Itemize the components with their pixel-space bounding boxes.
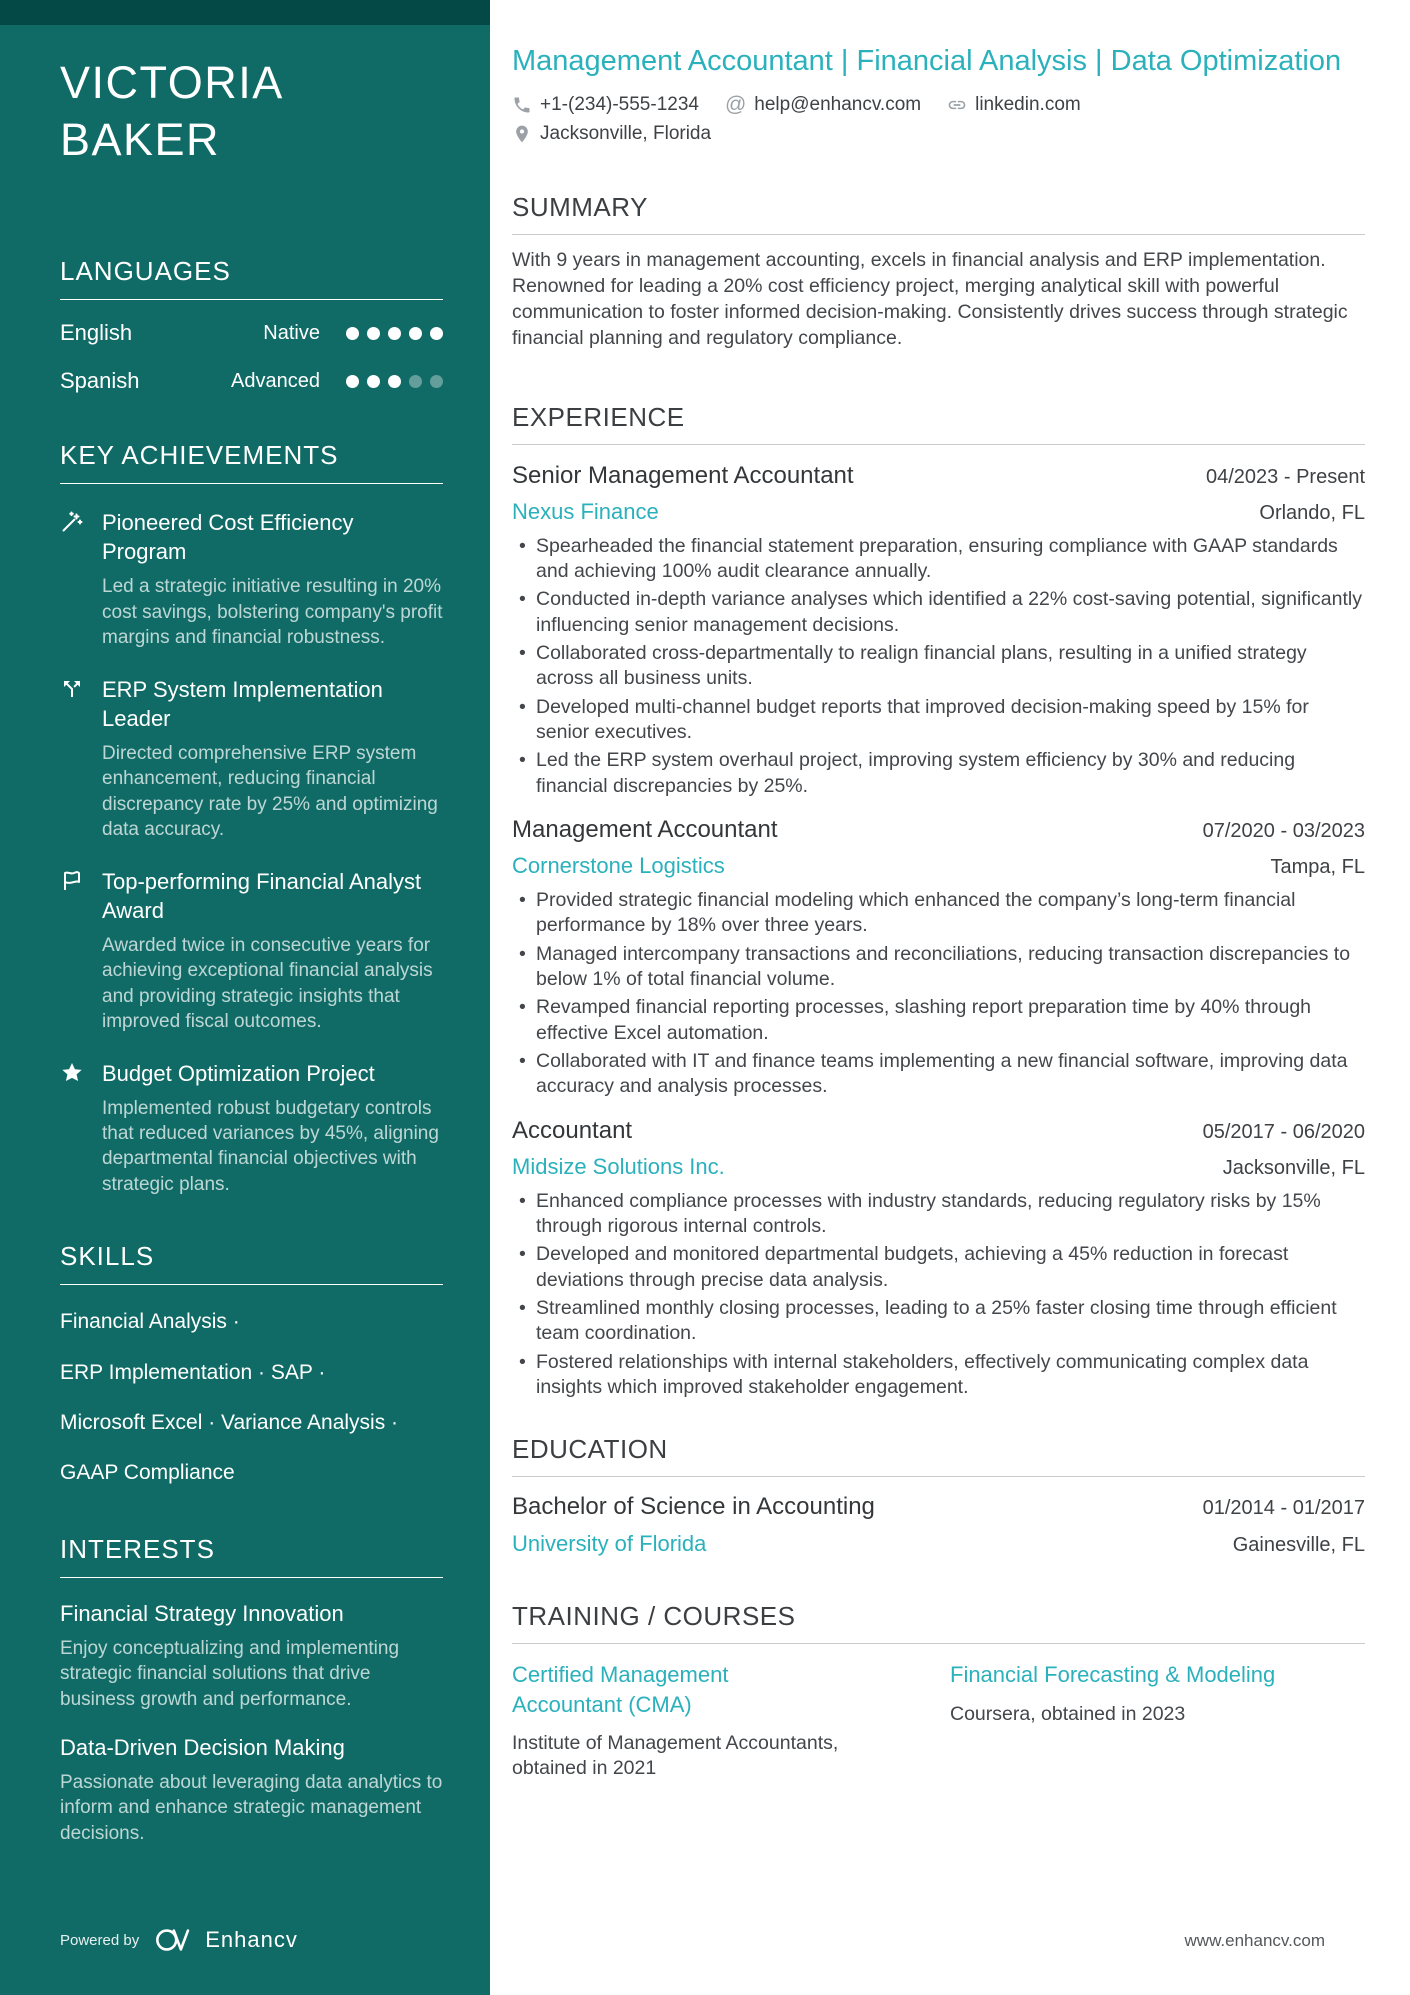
email-contact[interactable]: [725, 93, 921, 117]
skill-line: GAAP Compliance: [60, 1461, 235, 1485]
course-entry: [512, 1660, 950, 1782]
location-contact: [512, 123, 711, 145]
bullet-item: • Streamlined monthly closing processes, leading to a 25% faster closing time through efficient team coordination.: [512, 1296, 1365, 1347]
course-title: Certified Management Accountant (CMA): [512, 1662, 729, 1717]
job-dates: 05/2017 - 06/2020: [1202, 1120, 1365, 1143]
interest-item: [60, 1600, 443, 1712]
level-dot: [346, 375, 359, 388]
bullet-item: • Provided strategic financial modeling which enhanced the company’s long-term financial performance by 18% over three years.: [512, 888, 1365, 939]
job-title: Management Accountant: [512, 815, 778, 843]
experience-section: [512, 402, 1365, 1401]
phone-contact: [512, 94, 699, 116]
split-arrows-icon: [60, 675, 88, 843]
achievement-description: Directed comprehensive ERP system enhancement, reducing financial discrepancy rate by 25% and optimizing data accuracy.: [102, 742, 438, 841]
training-heading: TRAINING / COURSES: [512, 1601, 796, 1632]
sidebar-top-bar: [0, 0, 490, 25]
achievement-description: Awarded twice in consecutive years for achieving exceptional financial analysis and providing strategic insights that improved fiscal outcomes.: [102, 934, 433, 1033]
enhancv-brand-name: Enhancv: [205, 1927, 298, 1952]
job-bullets: [512, 534, 1365, 799]
bullet-item: • Conducted in-depth variance analyses which identified a 22% cost-saving potential, significantly influencing senior management decisions.: [512, 587, 1365, 638]
job-location: Jacksonville, FL: [1222, 1156, 1365, 1179]
education-dates: 01/2014 - 01/2017: [1202, 1497, 1365, 1520]
interest-title: Data-Driven Decision Making: [60, 1735, 345, 1761]
language-name: English: [60, 320, 133, 346]
skill-line: Financial Analysis ·: [60, 1310, 240, 1334]
level-dot: [430, 375, 443, 388]
job-title: Accountant: [512, 1116, 633, 1144]
level-dot: [409, 327, 422, 340]
experience-heading: EXPERIENCE: [512, 401, 685, 432]
language-level: Native: [263, 321, 320, 344]
language-level-dots: [338, 375, 443, 388]
language-row: [60, 320, 443, 346]
interest-item: [60, 1734, 443, 1846]
job-entry: [512, 462, 1365, 799]
degree-name: Bachelor of Science in Accounting: [512, 1493, 875, 1521]
level-dot: [430, 327, 443, 340]
job-entry: [512, 1117, 1365, 1401]
headline: Management Accountant | Financial Analysis | Data Optimization: [512, 45, 1342, 77]
location-text: Jacksonville, Florida: [540, 122, 712, 144]
course-entry: [950, 1660, 1365, 1782]
linkedin-contact[interactable]: [947, 94, 1081, 116]
job-location: Tampa, FL: [1270, 855, 1365, 878]
skill-line: Microsoft Excel · Variance Analysis ·: [60, 1410, 399, 1434]
interest-description: Passionate about leveraging data analytics to inform and enhance strategic management decisions.: [60, 1771, 443, 1844]
company-name: Nexus Finance: [512, 498, 659, 524]
at-sign-icon: @: [724, 92, 747, 116]
level-dot: [409, 375, 422, 388]
bullet-item: • Spearheaded the financial statement preparation, ensuring compliance with GAAP standards and achieving 100% audit clearance annually.: [512, 534, 1365, 585]
section-divider: [60, 483, 443, 484]
level-dot: [346, 327, 359, 340]
achievement-item: [60, 1059, 443, 1198]
job-location: Orlando, FL: [1259, 501, 1365, 524]
job-entry: [512, 816, 1365, 1100]
language-row: [60, 368, 443, 394]
job-dates: 07/2020 - 03/2023: [1202, 819, 1365, 842]
section-divider: [512, 1476, 1365, 1477]
course-detail: Institute of Management Accountants, obtained in 2021: [512, 1731, 839, 1780]
achievement-title: Budget Optimization Project: [102, 1060, 375, 1086]
person-name: VICTORIA BAKER: [60, 57, 282, 165]
bullet-item: • Collaborated cross-departmentally to realign financial plans, resulting in a unified strategy across all business units.: [512, 641, 1365, 692]
company-name: Cornerstone Logistics: [512, 852, 725, 878]
summary-section: [512, 192, 1365, 352]
achievement-item: [60, 508, 443, 650]
key-achievements-heading: KEY ACHIEVEMENTS: [60, 440, 339, 471]
achievement-description: Implemented robust budgetary controls that reduced variances by 45%, aligning departmental financial objectives with strategic plans.: [102, 1097, 439, 1195]
bullet-item: • Developed multi-channel budget reports that improved decision-making speed by 15% for senior executives.: [512, 695, 1365, 746]
section-divider: [512, 1643, 1365, 1644]
education-heading: EDUCATION: [512, 1434, 668, 1465]
bullet-item: • Revamped financial reporting processes, slashing report preparation time by 40% through effective Excel automation.: [512, 995, 1365, 1046]
interests-heading: INTERESTS: [60, 1534, 215, 1565]
magic-wand-icon: [60, 508, 88, 650]
powered-by-label: Powered by: [60, 1931, 140, 1949]
section-divider: [60, 299, 443, 300]
language-level: Advanced: [231, 369, 320, 392]
languages-section: [60, 256, 443, 394]
achievement-item: [60, 675, 443, 843]
interest-title: Financial Strategy Innovation: [60, 1601, 344, 1627]
summary-text: With 9 years in management accounting, excels in financial analysis and ERP implementation. Renowned for leading a 20% cost efficiency project, merging analytical skill with powerful communication to foster informed decision-making. Consistently drives success through strategic financial planning and regulatory compliance.: [512, 248, 1348, 349]
section-divider: [512, 234, 1365, 235]
contact-row: [512, 93, 1365, 117]
phone-number: +1-(234)-555-1234: [540, 93, 699, 115]
summary-heading: SUMMARY: [512, 191, 648, 222]
level-dot: [388, 375, 401, 388]
flag-icon: [60, 867, 88, 1035]
education-entry: [512, 1493, 1365, 1557]
email-address[interactable]: help@enhancv.com: [754, 93, 922, 115]
school-name: University of Florida: [512, 1531, 707, 1557]
website-link[interactable]: www.enhancv.com: [1184, 1931, 1325, 1950]
company-name: Midsize Solutions Inc.: [512, 1153, 725, 1179]
education-section: [512, 1434, 1365, 1557]
section-divider: [512, 444, 1365, 445]
section-divider: [60, 1577, 443, 1578]
interest-description: Enjoy conceptualizing and implementing strategic financial solutions that drive business growth and performance.: [60, 1637, 400, 1710]
training-section: [512, 1601, 1365, 1782]
course-title: Financial Forecasting & Modeling: [950, 1662, 1276, 1688]
bullet-item: • Enhanced compliance processes with industry standards, reducing regulatory risks by 15% through rigorous internal controls.: [512, 1189, 1365, 1240]
contact-info: [512, 93, 1365, 145]
level-dot: [367, 327, 380, 340]
key-achievements-section: [60, 440, 443, 1197]
language-name: Spanish: [60, 368, 140, 394]
skills-section: [60, 1241, 443, 1486]
bullet-item: • Fostered relationships with internal stakeholders, effectively communicating complex data insights which improved stakeholder engagement.: [512, 1350, 1365, 1401]
section-divider: [60, 1284, 443, 1285]
course-detail: Coursera, obtained in 2023: [950, 1702, 1186, 1725]
achievement-title: Pioneered Cost Efficiency Program: [102, 510, 354, 565]
bullet-item: • Developed and monitored departmental budgets, achieving a 45% reduction in forecast deviations through precise data analysis.: [512, 1242, 1365, 1293]
job-dates: 04/2023 - Present: [1206, 465, 1365, 488]
achievement-title: Top-performing Financial Analyst Award: [102, 868, 422, 923]
achievement-title: ERP System Implementation Leader: [102, 676, 383, 731]
star-icon: [60, 1059, 88, 1198]
achievement-description: Led a strategic initiative resulting in 20% cost savings, bolstering company's profit margins and financial robustness.: [102, 576, 443, 649]
link-icon: [947, 95, 967, 115]
main-content: [490, 0, 1410, 1995]
level-dot: [367, 375, 380, 388]
enhancv-logo-icon: [155, 1927, 195, 1953]
contact-row: [512, 123, 1365, 145]
bullet-item: • Managed intercompany transactions and reconciliations, reducing transaction discrepancies to below 1% of total financial volume.: [512, 942, 1365, 993]
location-pin-icon: [512, 124, 532, 144]
achievement-item: [60, 867, 443, 1035]
skill-line: ERP Implementation · SAP ·: [60, 1360, 326, 1384]
sidebar-footer: [60, 1927, 298, 1953]
interests-section: [60, 1534, 443, 1846]
school-location: Gainesville, FL: [1232, 1534, 1365, 1557]
languages-heading: LANGUAGES: [60, 256, 231, 287]
linkedin-url[interactable]: linkedin.com: [975, 93, 1081, 115]
language-level-dots: [338, 327, 443, 340]
level-dot: [388, 327, 401, 340]
bullet-item: • Led the ERP system overhaul project, improving system efficiency by 30% and reducing financial discrepancies by 25%.: [512, 748, 1365, 799]
skills-heading: SKILLS: [60, 1241, 155, 1272]
sidebar: [0, 0, 490, 1995]
job-title: Senior Management Accountant: [512, 461, 854, 489]
phone-icon: [512, 95, 532, 115]
job-bullets: [512, 888, 1365, 1100]
bullet-item: • Collaborated with IT and finance teams implementing a new financial software, improving data accuracy and analysis processes.: [512, 1049, 1365, 1100]
job-bullets: [512, 1189, 1365, 1401]
